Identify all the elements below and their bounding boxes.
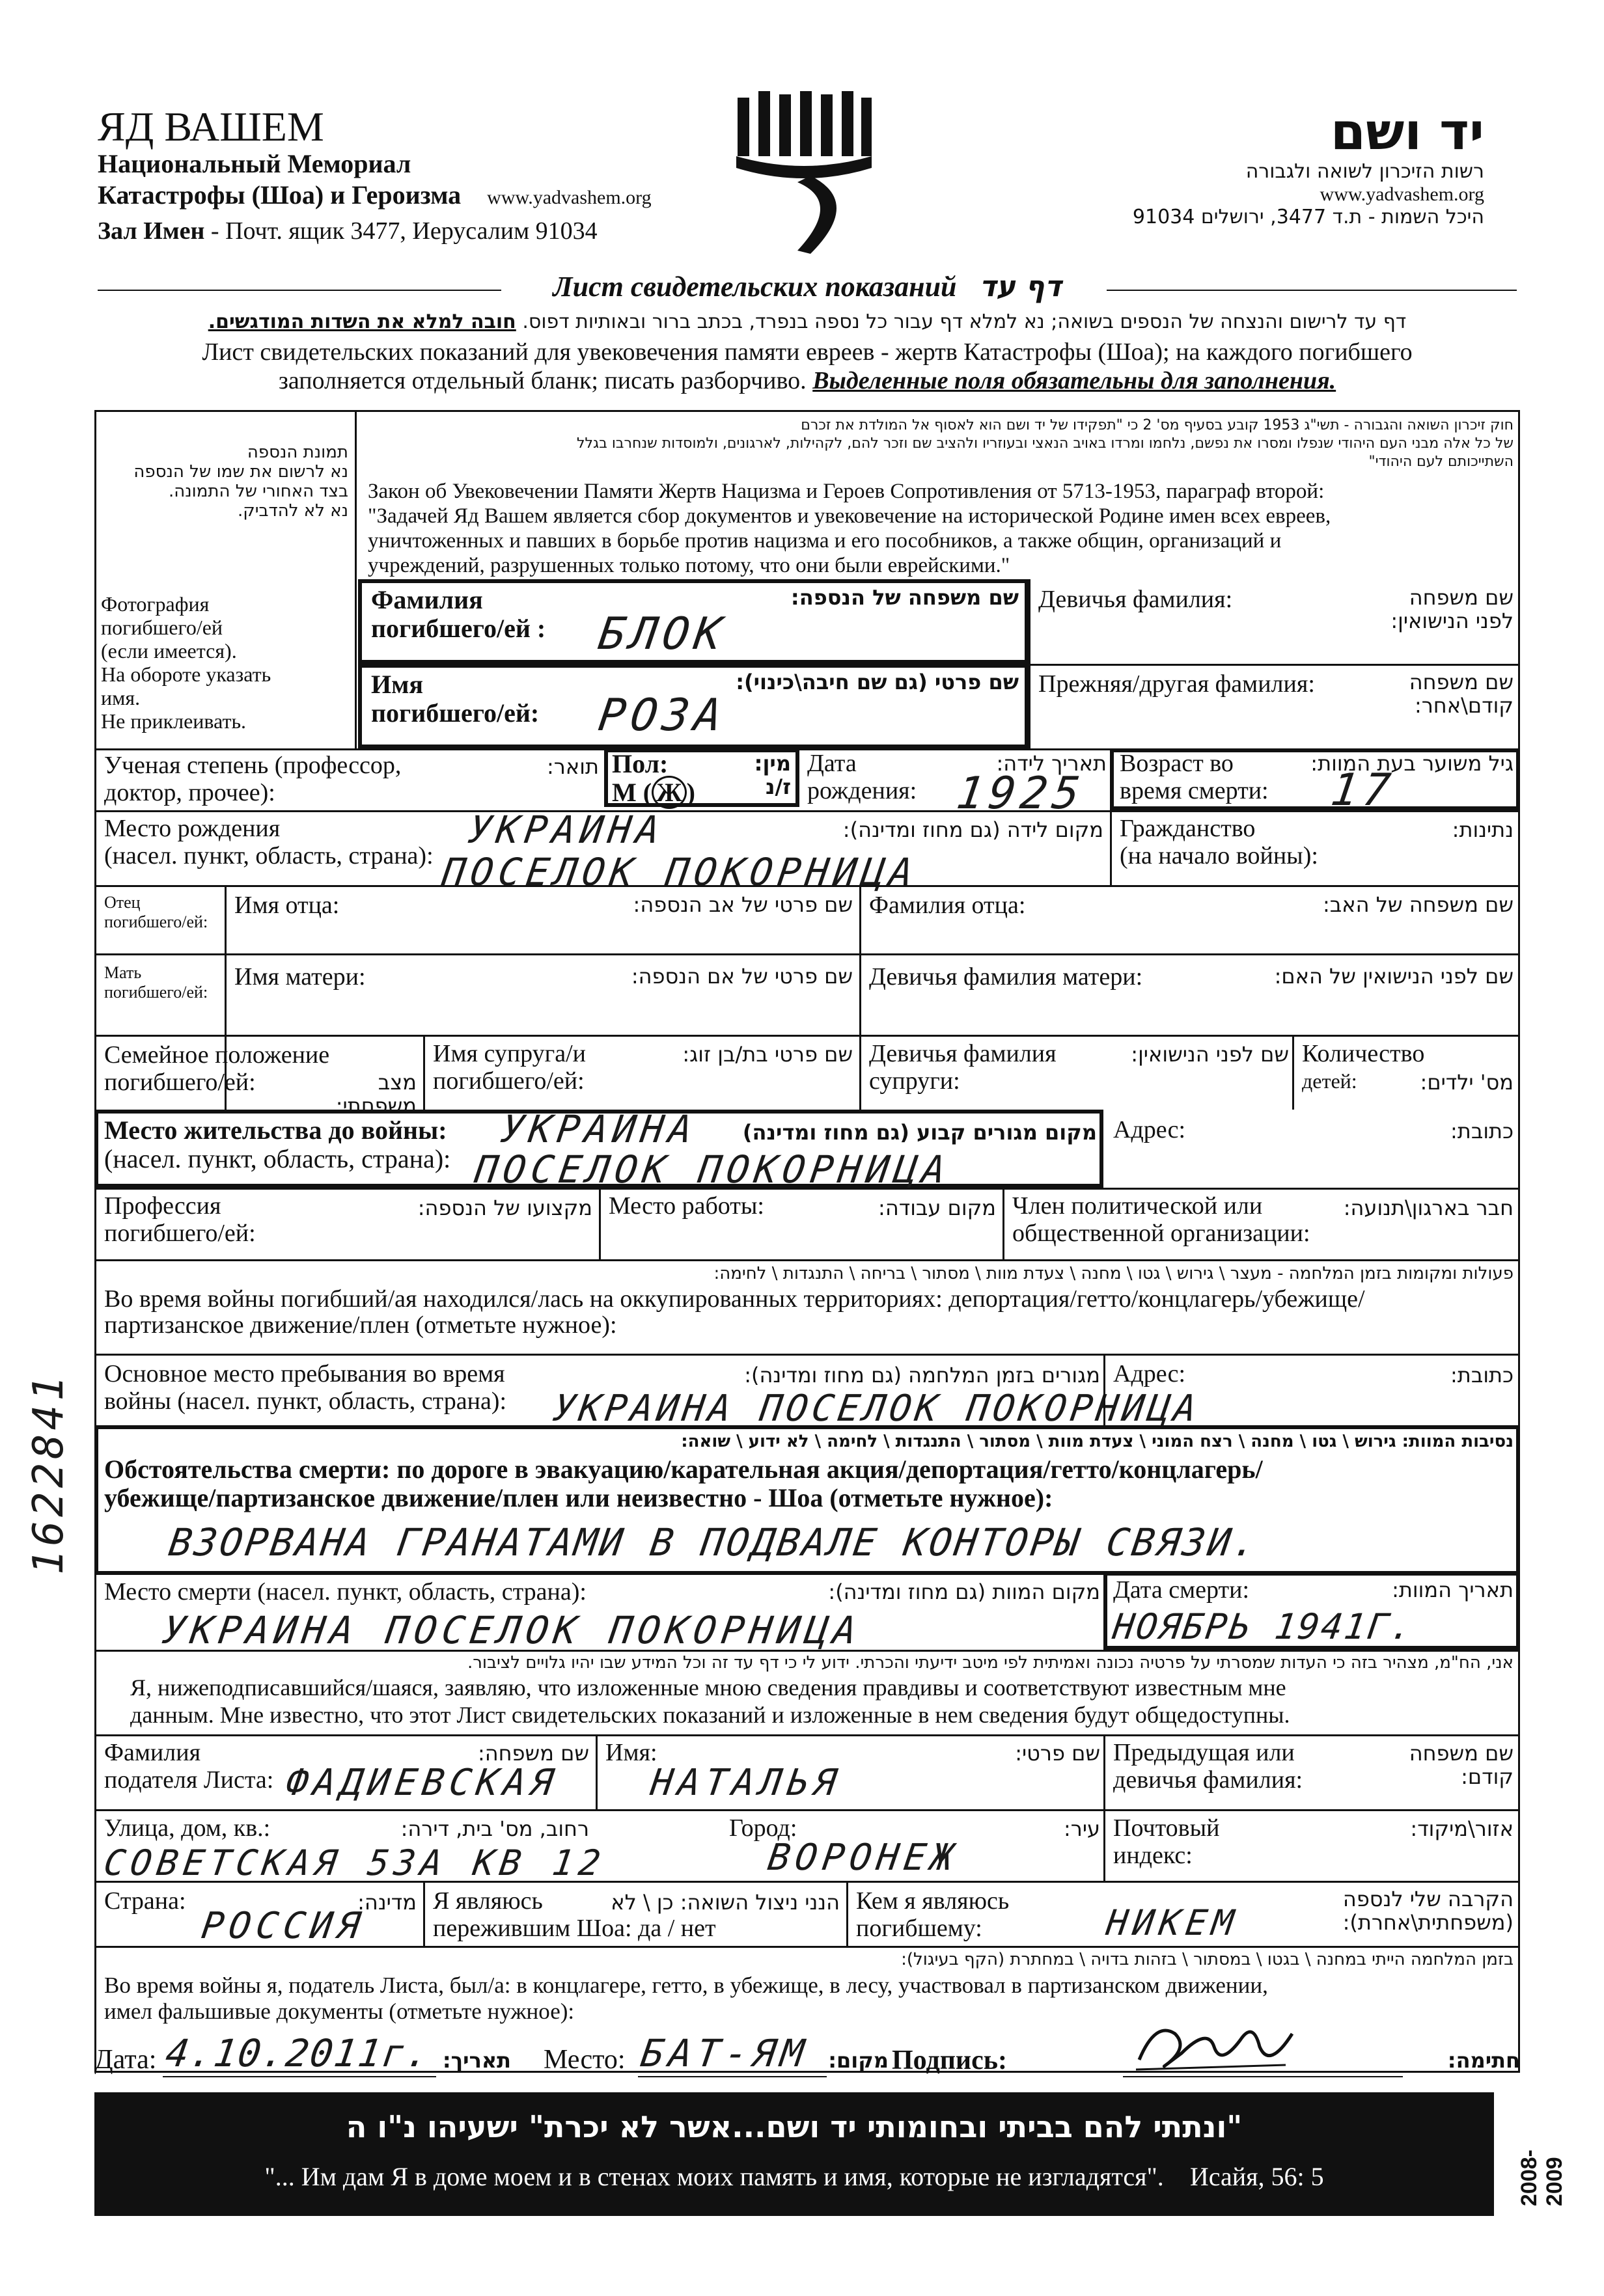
date-value[interactable]: 4.10.2011г. [163,2031,434,2075]
survivor-label-2: пережившим Шоа: да / нет [433,1915,716,1942]
citizen-he: נתינות: [1452,817,1514,842]
wartime-label-1: Основное место пребывания во время [104,1360,505,1387]
row-line-12 [94,1881,1520,1883]
citizen-divider [1110,810,1112,885]
residence-label [104,1116,450,1173]
footer-ru-ref: Исайя, 56: 5 [1189,2162,1324,2191]
survivor-label-1: Я являюсь [433,1887,543,1915]
death-he: נסיבות המוות: גירוש \ גטו \ מחנה \ רצח המוני \ צעדת מוות \ מסתור \ התנגדות \ לחימה \ לא ידוע \ שואה: [681,1432,1514,1451]
country-value[interactable]: РОССИЯ [199,1905,368,1947]
zip-he: אזור\מיקוד: [1410,1816,1514,1841]
spouse-maiden-he: שם לפני הנישואין: [1131,1042,1289,1067]
form-title-ru: Лист свидетельских показаний [553,271,957,303]
relation-value[interactable]: НИКЕМ [1103,1902,1242,1943]
intro-ru-2 [98,367,1517,394]
spouse-maiden-label-2: супруги: [869,1067,960,1095]
pob-value-2[interactable]: ПОСЕЛОК ПОКОРНИЦА [439,850,921,894]
children-he: מס' ילדים: [1420,1070,1514,1095]
father-name-label: Имя отца: [234,892,340,919]
mother-name-he: שם פרטי של אם הנספה: [631,964,853,989]
photo-ru-6: Не приклеивать. [101,709,247,733]
zip-label-1: Почтовый [1113,1814,1220,1842]
father-label: Отец погибшего/ей: [104,893,208,931]
maiden-he-1: שם משפחה [1409,585,1514,610]
war-he: פעולות ומקומות בזמן המלחמה - מעצר \ גירוש \ גטו \ מחנה \ צעדת מוות \ מסתור \ בריחה \ התנגדות \ לחימה: [713,1264,1514,1283]
photo-he-1: תמונת הנספה [247,443,348,462]
submitter-prev-label-2: девичья фамилия: [1113,1766,1303,1794]
declaration-ru-2: данным. Мне известно, что этот Лист свидетельских показаний и изложенные в нем сведения будут общедоступны. [130,1702,1290,1728]
father-surname-label: Фамилия отца: [869,892,1026,919]
photo-ru-3: (если имеется). [101,639,237,663]
photo-ru-5: имя. [101,686,141,709]
address-he: היכל השמות - ת.ד 3477, ירושלים 91034 [1132,206,1484,228]
name-he: שם פרטי (גם שם חיבה\כינוי): [736,670,1019,694]
submitter-name-label: Имя: [605,1739,657,1766]
yad-vashem-ru-title: ЯД ВАШЕМ [98,103,324,150]
footer-he-quote: "ונתתי להם בביתי ובחומותי יד ושם...אשר לא יכרת" ישעיהו נ"ו ה [346,2109,1243,2144]
street-label: Улица, дом, кв.: [104,1814,271,1842]
wartime-divider [1103,1354,1105,1425]
submitter-surname-value[interactable]: ФАДИЕВСКАЯ [283,1762,561,1804]
submitter-wartime-ru-1: Во время войны я, податель Листа, был/а: в концлагере, гетто, в убежище, в лесу, участвовал в партизанском движении, [104,1973,1268,1998]
date-underline [163,2076,436,2077]
relation-he [1315,1887,1514,1934]
row-line-13 [94,1946,1520,1948]
margin-number: 1622841 [25,1372,73,1575]
children-label-2: детей: [1302,1069,1357,1093]
marital-divider [423,1035,425,1110]
declaration-ru-1: Я, нижеподписавшийся/шаяся, заявляю, что изложенные мною сведения правдивы и соответствуют известным мне [130,1674,1286,1701]
surname-value[interactable]: БЛОК [595,608,730,660]
sex-he-1: מין: [754,751,791,776]
age-value[interactable]: 17 [1327,765,1399,816]
other-surname-he [1341,670,1514,717]
photo-divider [355,410,357,748]
law-ru-2: "Задачей Яд Вашем является сбор документов и увековечение на исторической Родине имен всех евреев, [368,504,1331,528]
degree-label-1: Ученая степень (профессор, [104,752,402,779]
residence-value-2[interactable]: ПОСЕЛОК ПОКОРНИЦА [472,1147,954,1192]
pob-he: מקום לידה (גם מחוז ומדינה): [842,817,1103,842]
sex-options: М ( Ж ) [612,778,695,807]
submitter-wartime-ru-2: имел фальшивые документы (отметьте нужное): [104,1999,575,2024]
pod-value[interactable]: УКРАИНА ПОСЕЛОК ПОКОРНИЦА [159,1608,864,1652]
photo-ru-2: погибшего/ей [101,616,223,639]
place-underline [638,2076,827,2077]
submitter-prev-label-1: Предыдущая или [1113,1739,1295,1766]
death-ru-1: Обстоятельства смерти: по дороге в эвакуацию/карательная акция/депортация/гетто/концлагерь/ [104,1455,1263,1484]
marital-he: מצב משפחתי: [335,1070,417,1118]
name-label-2: погибшего/ей: [371,698,540,728]
org-label-1: Член политической или [1012,1192,1263,1220]
submitter-divider-2 [1103,1734,1105,1881]
title-rule-right [1107,290,1517,291]
yad-vashem-he-title: יד ושם [1330,103,1484,161]
pod-label: Место смерти (насел. пункт, область, страна): [104,1578,587,1606]
profession-divider [599,1188,601,1259]
place-value[interactable]: БАТ-ЯМ [638,2031,812,2075]
photo-ru-1: Фотография [101,592,210,616]
maiden-label: Девичья фамилия: [1038,586,1233,613]
dod-he: תאריך המוות: [1392,1578,1514,1602]
surname-label [371,586,546,643]
degree-label [104,752,401,806]
dod-label: Дата смерти: [1113,1576,1250,1604]
mother-name-label: Имя матери: [234,963,366,991]
photo-ru-4: На обороте указать [101,663,271,686]
work-divider [1002,1188,1004,1259]
profession-label-1: Профессия [104,1192,221,1220]
profession-label-2: погибшего/ей: [104,1220,256,1247]
wartime-he: מגורים בזמן המלחמה (גם מחוז ומדינה): [744,1363,1100,1387]
memorial-ru-line1: Национальный Мемориал [98,149,411,178]
marital-label-1: Семейное положение [104,1041,330,1069]
city-label: Город: [729,1814,797,1842]
spouse-label-1: Имя супруга/и [433,1040,587,1067]
footer-ru-quote [114,2161,1474,2193]
surname-label-1: Фамилия [371,585,483,614]
law-he-3: השתייכותם לעם היהודי" [1368,454,1514,470]
photo-instructions [101,443,348,733]
sign-he: חתימה: [1447,2048,1520,2073]
sign-label: Подпись: [892,2045,1007,2075]
footer-ru-quote-text: "... Им дам Я в доме моем и в стенах моих память и имя, которые не изгладятся". [264,2162,1164,2191]
age-he: גיל משוער בעת המוות: [1310,751,1514,776]
age-label-1: Возраст во [1120,750,1234,777]
relation-he-2: (משפחתית\אחרת): [1342,1910,1514,1935]
footer-banner [94,2092,1494,2216]
submitter-surname-label-2: подателя Листа: [104,1766,274,1794]
photo-he-3: בצד האחורי של התמונה. [168,482,348,501]
other-surname-he-1: שם משפחה [1409,670,1514,694]
pob-value-1[interactable]: УКРАИНА [465,808,668,852]
spouse-maiden-label [869,1040,1057,1095]
dob-label [807,750,917,804]
dob-label-2: рождения: [807,777,917,804]
wartime-label-2: войны (насел. пункт, область, страна): [104,1387,507,1415]
profession-label [104,1192,256,1247]
surname-he: שם משפחה של הנספה: [790,585,1019,610]
dob-he: תאריך לידה: [996,751,1107,776]
age-label [1120,750,1269,804]
sex-he-2: ז/נ [766,774,791,799]
spouse-he: שם פרטי בת/בן זוג: [682,1042,853,1067]
relation-label [856,1887,1009,1942]
intro-ru-2-text: заполняется отдельный бланк; писать разборчиво. [278,367,807,394]
street-value[interactable]: СОВЕТСКАЯ 53А КВ 12 [101,1842,609,1883]
submitter-divider-1 [596,1734,598,1809]
address-he: כתובת: [1450,1119,1514,1143]
residence-label-2: (насел. пункт, область, страна): [104,1144,451,1173]
residence-he: מקום מגורים קבוע (גם מחוז ומדינה) [742,1120,1097,1145]
war-ru-2: партизанское движение/плен (отметьте нужное): [104,1311,617,1339]
zip-label [1113,1814,1220,1869]
address-label: Адрес: [1113,1116,1186,1143]
header-left [98,104,749,247]
website-url-right: www.yadvashem.org [1320,184,1484,205]
memorial-he-line1: רשות הזיכרון לשואה ולגבורה [1245,160,1484,183]
degree-he: תואר: [547,754,599,779]
hall-of-names-ru: Зал Имен [98,217,205,245]
submitter-prev-he: שם משפחה קודם: [1409,1741,1514,1789]
wartime-address-label: Адрес: [1113,1360,1186,1387]
city-value[interactable]: ВОРОНЕЖ [765,1837,961,1879]
row-line-6 [94,1188,1520,1190]
surname-maiden-divider [1029,664,1520,666]
wartime-address-he: כתובת: [1450,1363,1514,1387]
relation-he-1: הקרבה שלי לנספה [1342,1887,1514,1911]
dob-label-1: Дата [807,750,857,777]
mother-label: Мать погибшего/ей: [104,963,208,1002]
other-surname-label: Прежняя/другая фамилия: [1038,670,1315,698]
mother-maiden-label: Девичья фамилия матери: [869,963,1143,991]
signature-scribble[interactable] [1129,2008,1299,2079]
zip-label-2: индекс: [1113,1842,1193,1869]
children-label-1: Количество [1302,1040,1425,1067]
org-label [1012,1192,1310,1247]
law-ru-4: учреждений, разрушенных только потому, что они были еврейскими." [368,554,1010,577]
yad-vashem-logo [732,91,876,260]
declaration-he: אני, הח"מ, מצהיר בזה כי העדות שמסרתי על פרטיה נכונה ואמיתית לפי מיטב ידיעתי והכרתי. ידוע לי כי דף עד זה וכל המידע שבו יהיו גלויים לציבור. [467,1653,1514,1673]
sex-option-m[interactable]: М [612,778,637,807]
death-value[interactable]: ВЗОРВАНА ГРАНАТАМИ В ПОДВАЛЕ КОНТОРЫ СВЯЗИ. [166,1520,1262,1565]
pob-label-1: Место рождения [104,815,281,842]
law-ru-3: уничтоженных и павших в борьбе против нацизма и его пособников, а также общин, организаций и [368,529,1282,553]
place-he: מקום: [828,2048,889,2073]
father-surname-he: שם משפחה של האב: [1322,892,1514,917]
dod-value[interactable]: НОЯБРЬ 1941Г. [1110,1606,1417,1647]
degree-label-2: доктор, прочее): [104,779,275,806]
address-ru: - Почт. ящик 3477, Иерусалим 91034 [210,217,598,245]
website-url-left: www.yadvashem.org [487,187,652,208]
death-ru-2: убежище/партизанское движение/плен или неизвестно - Шоа (отметьте нужное): [104,1483,1053,1512]
title-rule-left [98,290,501,291]
other-surname-he-2: קודם\אחר: [1414,693,1514,718]
sign-underline [1123,2076,1403,2077]
date-he: תאריך: [442,2048,511,2073]
wartime-value[interactable]: УКРАИНА ПОСЕЛОК ПОКОРНИЦА [550,1387,1203,1430]
photo-he-4: נא לא להדביק. [238,501,348,521]
law-he-2: של כל אלה מבני העם היהודי שנפלו ומסרו את נפשם, נלחמו ומרדו באויב הנאצי ובעוזריו ולהציב שם וזכר להם, לקהילות, לארגונים, ולמוסדות שנחרבו בגלל [577,435,1514,452]
survivor-he: הנני ניצול השואה: כן \ לא [611,1890,840,1915]
maiden-he [1341,586,1514,633]
signature-row [94,2031,1520,2083]
submitter-surname-label-1: Фамилия [104,1739,201,1766]
country-divider [423,1881,425,1946]
pod-he: מקום המוות (גם מחוז ומדינה): [828,1579,1100,1604]
row-line-7 [94,1259,1520,1261]
spouse-label-2: погибшего/ей: [433,1067,585,1095]
place-label: Место: [544,2045,626,2075]
submitter-prev-label [1113,1739,1303,1794]
submitter-wartime-he: בזמן המלחמה הייתי במחנה \ בגטו \ במסתור \ בזהות בדויה \ במחתרת (הקף בעיגול): [901,1950,1514,1969]
survivor-divider [846,1881,848,1946]
wartime-label [104,1360,506,1415]
city-he: עיר: [1063,1816,1100,1841]
residence-label-1: Место жительства до войны: [104,1115,447,1145]
row-line-4 [94,953,1520,955]
submitter-surname-label [104,1739,273,1794]
row-line-3 [94,885,1520,887]
row-line-8 [94,1354,1520,1356]
sex-label [612,750,695,807]
war-ru-1: Во время войны погибший/ая находился/лась на оккупированных территориях: депортация/гетто/концлагерь/убежище/ [104,1285,1365,1313]
row-line-11 [94,1809,1520,1811]
intro-he-text: דף עד לרישום והנצחה של הנספים בשואה; נא למלא דף עבור כל נספה בנפרד, בכתב ברור ובאותיות דפוס. [522,310,1407,333]
marital-label-2: погибшего/ей: [104,1069,256,1096]
law-ru-1: Закон об Увековечении Памяти Жертв Нацизма и Героев Сопротивления от 5713-1953, параграф второй: [368,480,1325,503]
memorial-ru-line3 [98,215,749,247]
street-he: רחוב, מס' בית, דירה: [400,1816,589,1841]
date-label: Дата: [94,2045,157,2075]
work-he: מקום עבודה: [878,1196,996,1220]
header-right [1068,104,1484,229]
dob-value[interactable]: 1925 [953,768,1088,819]
submitter-name-he: שם פרטי: [1015,1741,1100,1766]
submitter-surname-he: שם משפחה: [477,1741,589,1766]
law-text [368,417,1514,578]
maiden-he-2: לפני הנישואין: [1390,608,1514,633]
surname-label-2: погибшего/ей : [371,614,546,643]
sex-label-ru: Пол: [612,749,669,778]
name-value[interactable]: РОЗА [595,690,730,741]
children-divider [1292,1035,1294,1110]
name-label [371,670,539,728]
form-year: 2008-2009 [1517,2150,1567,2206]
pob-label [104,815,434,869]
sex-option-f[interactable]: Ж [652,776,687,809]
spouse-maiden-label-1: Девичья фамилия [869,1040,1057,1067]
row-line-9 [94,1650,1520,1652]
age-label-2: время смерти: [1120,777,1269,804]
intro-he [98,309,1517,335]
memorial-ru-line2 [98,178,749,215]
relation-label-1: Кем я являюсь [856,1887,1010,1915]
citizen-label-2: (на начало войны): [1120,842,1318,869]
country-label: Страна: [104,1887,186,1915]
intro-ru-1: Лист свидетельских показаний для увековечения памяти евреев - жертв Катастрофы (Шоа); на каждого погибшего [202,338,1413,366]
spouse-label [433,1040,586,1095]
country-he: מדינה: [357,1890,417,1915]
work-label: Место работы: [609,1192,764,1220]
mother-maiden-he: שם לפני הנישואין של האם: [1274,964,1514,989]
intro-he-bold: חובה למלא את השדות המודגשים. [208,310,516,333]
row-line-5 [94,1035,1520,1037]
pob-label-2: (насел. пункт, область, страна): [104,842,434,869]
citizen-label [1120,815,1318,869]
photo-he-2: נא לרשום את שמו של הנספה [133,462,348,482]
row-line-2 [94,810,1520,812]
relation-label-2: погибшему: [856,1915,982,1942]
submitter-name-value[interactable]: НАТАЛЬЯ [648,1762,844,1804]
citizen-label-1: Гражданство [1120,815,1256,842]
intro-ru-2-bold: Выделенные поля обязательны для заполнения. [812,367,1336,394]
org-label-2: общественной организации: [1012,1220,1310,1247]
sex-he [729,752,791,799]
father-name-he: שם פרטי של אב הנספה: [633,892,853,917]
profession-he: מקצועו של הנספה: [417,1196,592,1220]
name-label-1: Имя [371,670,423,699]
form-title [508,270,1107,303]
residence-value-1[interactable]: УКРАИНА [498,1107,700,1151]
law-he-1: חוק זיכרון השואה והגבורה - תשי"ג 1953 קובע בסעיף מס' 2 כי "תפקידו של יד ושם הוא לאסוף אל המולדת את זכרם [801,417,1514,433]
org-he: חבר בארגון\תנועה: [1343,1196,1514,1220]
father-mid-divider [859,885,861,1110]
memorial-ru-line2-bold: Катастрофы (Шоа) и Героизма [98,180,462,210]
row-line-10 [94,1734,1520,1736]
form-title-he: דף עד [979,270,1062,303]
